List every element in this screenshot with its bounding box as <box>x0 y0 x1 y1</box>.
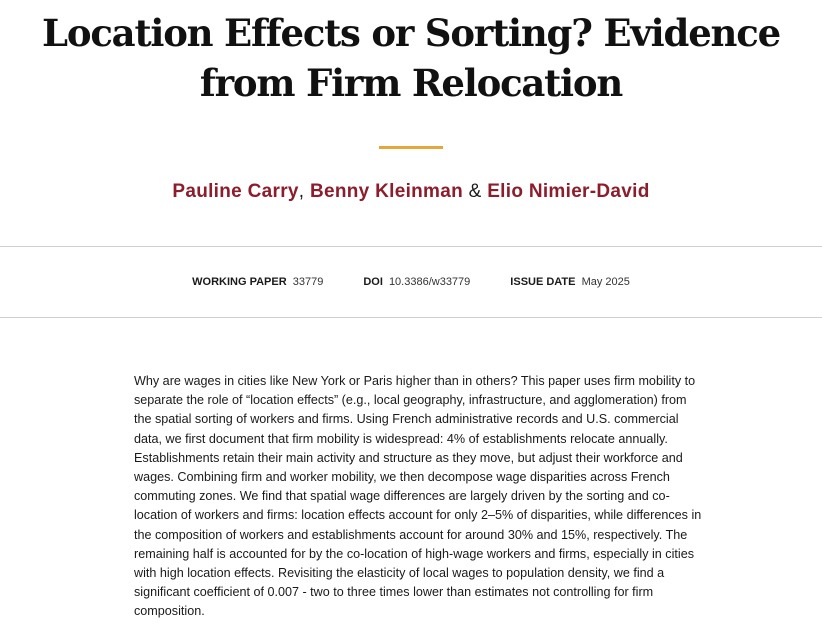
doi-label: DOI <box>363 276 383 288</box>
paper-title: Location Effects or Sorting? Evidence from Firm Relocation <box>42 11 780 105</box>
doi-meta <box>363 276 470 288</box>
author-link-elio-nimier-david[interactable]: Elio Nimier-David <box>487 181 650 202</box>
issue-date-meta <box>510 276 630 288</box>
paper-metadata-band <box>0 246 822 318</box>
author-list <box>0 181 822 203</box>
author-link-pauline-carry[interactable]: Pauline Carry <box>172 181 299 202</box>
issue-date-label: ISSUE DATE <box>510 276 576 288</box>
author-separator-comma: , <box>298 181 305 202</box>
issue-date-value: May 2025 <box>581 276 630 288</box>
working-paper-label: WORKING PAPER <box>192 276 287 288</box>
doi-value: 10.3386/w33779 <box>388 276 471 288</box>
author-link-benny-kleinman[interactable]: Benny Kleinman <box>309 181 464 202</box>
title-accent-divider <box>379 146 443 149</box>
working-paper-meta <box>192 276 323 288</box>
abstract-text: Why are wages in cities like New York or Paris higher than in others? This paper uses firm mobility to separate the role of “location effects” (e.g., local geography, infrastructure, and agglomeration) from the spatial sorting of workers and firms. Using French administrative records and U.S. commercial data, we first document that firm mobility is widespread: 4% of establishments relocate annually. Establishments retain their main activity and structure as they move, but adjust their workforce and wages. Combining firm and worker mobility, we then decompose wage disparities across French commuting zones. We find that spatial wage differences are largely driven by the sorting and co-location of workers and firms: location effects account for only 2–5% of disparities, while differences in the composition of workers and establishments account for around 30% and 15%, respectively. The remaining half is accounted for by the co-location of high-wage workers and firms, especially in cities with high location effects. Revisiting the elasticity of local wages to population density, we find a significant coefficient of 0.007 - two to three times lower than estimates not controlling for firm composition. <box>134 374 702 619</box>
working-paper-number: 33779 <box>292 276 324 288</box>
author-separator-ampersand: & <box>468 181 482 202</box>
